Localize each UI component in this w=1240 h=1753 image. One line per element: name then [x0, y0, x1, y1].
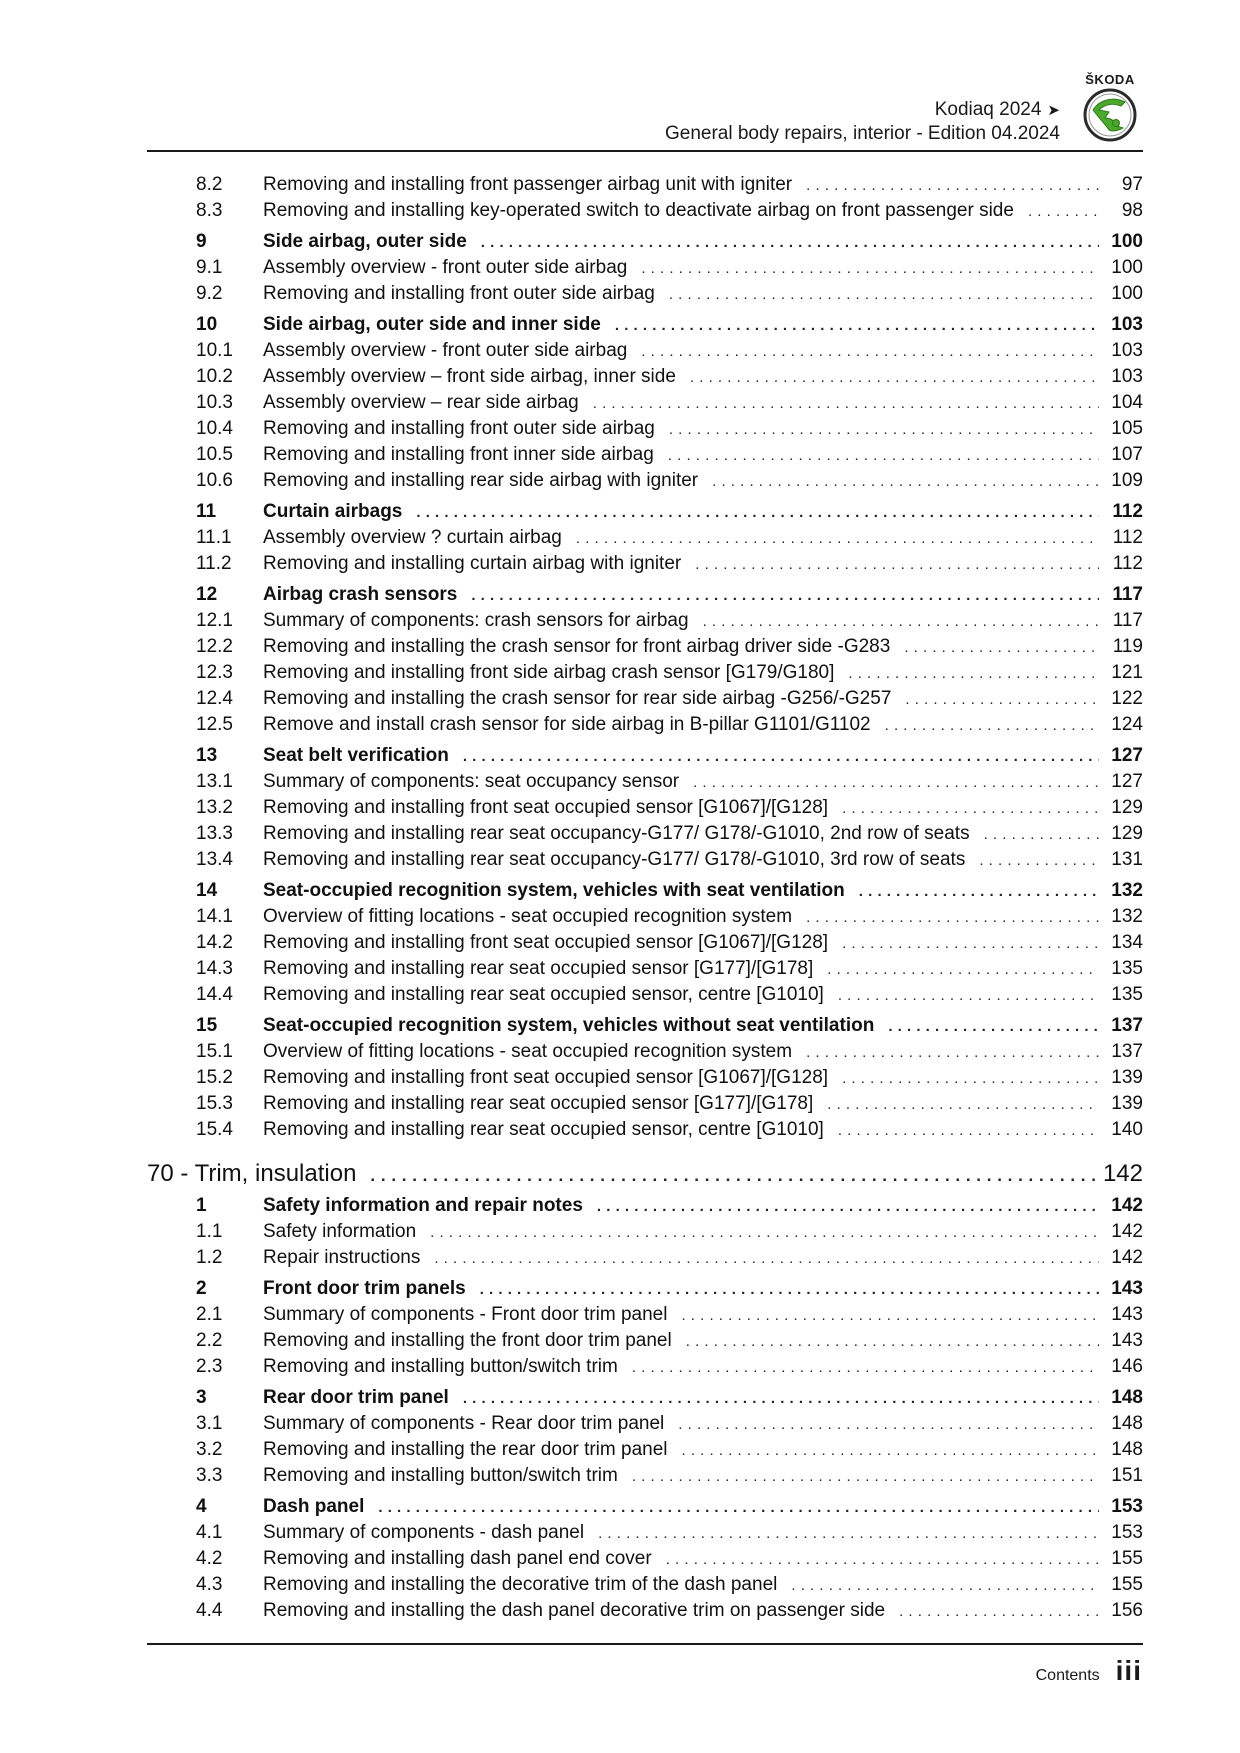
entry-page-number: 142 — [1111, 1221, 1143, 1242]
entry-title: Removing and installing the front door trim panel — [263, 1330, 672, 1351]
entry-number: 1.2 — [196, 1247, 223, 1268]
entry-number: 9 — [196, 231, 207, 252]
entry-page-number: 139 — [1111, 1067, 1143, 1088]
entry-page-number: 155 — [1111, 1574, 1143, 1595]
entry-title: Removing and installing the crash sensor for rear side airbag -G256/-G257 — [263, 688, 892, 709]
entry-page-number: 103 — [1111, 314, 1143, 335]
entry-title: Removing and installing button/switch trim — [263, 1465, 618, 1486]
toc-group-entry[interactable] — [147, 743, 1143, 769]
dot-leader — [370, 1159, 1099, 1193]
dot-leader — [669, 417, 1099, 443]
toc-entry[interactable] — [147, 1463, 1143, 1489]
entry-page-number: 146 — [1111, 1356, 1143, 1377]
toc-entry[interactable] — [147, 930, 1143, 956]
toc-entry[interactable] — [147, 1598, 1143, 1624]
entry-number: 11 — [196, 501, 217, 522]
dot-leader — [791, 1573, 1099, 1599]
entry-page-number: 129 — [1111, 823, 1143, 844]
entry-title: Removing and installing front seat occupied sensor [G1067]/[G128] — [263, 1067, 829, 1088]
dot-leader — [1028, 199, 1099, 225]
dot-leader — [693, 770, 1099, 796]
entry-title: Summary of components: crash sensors for airbag — [263, 610, 689, 631]
entry-page-number: 104 — [1111, 392, 1143, 413]
page-footer — [1036, 1655, 1142, 1687]
entry-title: Remove and install crash sensor for side airbag in B-pillar G1101/G1102 — [263, 714, 871, 735]
toc-chapter-heading[interactable] — [147, 1157, 1143, 1191]
entry-number: 2.2 — [196, 1330, 223, 1351]
entry-number: 13.1 — [196, 771, 233, 792]
entry-number: 10.6 — [196, 470, 233, 491]
entry-number: 2.3 — [196, 1356, 223, 1377]
entry-number: 10.4 — [196, 418, 233, 439]
entry-page-number: 132 — [1111, 880, 1143, 901]
entry-page-number: 156 — [1111, 1600, 1143, 1621]
dot-leader — [905, 687, 1099, 713]
entry-number: 10.3 — [196, 392, 233, 413]
manual-subtitle: General body repairs, interior - Edition 04.2024 — [664, 123, 1060, 144]
entry-page-number: 139 — [1111, 1093, 1143, 1114]
dot-leader — [686, 1329, 1099, 1355]
toc-entry[interactable] — [147, 956, 1143, 982]
entry-number: 4 — [196, 1496, 207, 1517]
entry-number: 14.2 — [196, 932, 233, 953]
entry-number: 4.2 — [196, 1548, 223, 1569]
dot-leader — [463, 744, 1099, 770]
document-header — [665, 98, 1060, 145]
toc-entry[interactable] — [147, 660, 1143, 686]
entry-title: Removing and installing front passenger airbag unit with igniter — [263, 174, 793, 195]
entry-title: Removing and installing rear side airbag with igniter — [263, 470, 699, 491]
dot-leader — [842, 796, 1099, 822]
entry-number: 14.3 — [196, 958, 233, 979]
entry-number: 9.2 — [196, 283, 223, 304]
entry-number: 13.3 — [196, 823, 233, 844]
dot-leader — [593, 391, 1099, 417]
entry-title: Side airbag, outer side — [263, 231, 467, 252]
dot-leader — [682, 1438, 1100, 1464]
dot-leader — [481, 230, 1099, 256]
footer-divider — [147, 1643, 1143, 1645]
entry-page-number: 153 — [1111, 1496, 1143, 1517]
entry-title: Removing and installing rear seat occupied sensor [G177]/[G178] — [263, 1093, 814, 1114]
dot-leader — [827, 957, 1099, 983]
entry-title: Airbag crash sensors — [263, 584, 458, 605]
entry-title: Removing and installing front inner side airbag — [263, 444, 654, 465]
toc-entry[interactable] — [147, 634, 1143, 660]
toc-group-entry[interactable] — [147, 1013, 1143, 1039]
entry-title: Overview of fitting locations - seat occupied recognition system — [263, 906, 793, 927]
toc-entry[interactable] — [147, 416, 1143, 442]
entry-number: 14.4 — [196, 984, 233, 1005]
toc-group-entry[interactable] — [147, 1494, 1143, 1520]
toc-entry[interactable] — [147, 390, 1143, 416]
entry-title: Removing and installing rear seat occupied sensor, centre [G1010] — [263, 984, 824, 1005]
entry-page-number: 135 — [1111, 958, 1143, 979]
dot-leader — [712, 469, 1099, 495]
dot-leader — [806, 905, 1099, 931]
dot-leader — [899, 1599, 1099, 1625]
entry-title: Repair instructions — [263, 1247, 421, 1268]
entry-number: 4.1 — [196, 1522, 223, 1543]
toc-group-entry[interactable] — [147, 499, 1143, 525]
entry-title: Rear door trim panel — [263, 1387, 449, 1408]
skoda-winged-arrow-icon — [1083, 88, 1137, 142]
entry-page-number: 148 — [1111, 1439, 1143, 1460]
dot-leader — [598, 1521, 1099, 1547]
entry-number: 12.4 — [196, 688, 233, 709]
entry-title: Removing and installing the dash panel decorative trim on passenger side — [263, 1600, 886, 1621]
entry-number: 10.1 — [196, 340, 233, 361]
entry-number: 3.2 — [196, 1439, 223, 1460]
toc-entry[interactable] — [147, 1039, 1143, 1065]
entry-page-number: 143 — [1111, 1278, 1143, 1299]
entry-title: Removing and installing front outer side airbag — [263, 283, 655, 304]
dot-leader — [416, 500, 1099, 526]
entry-number: 1.1 — [196, 1221, 223, 1242]
entry-title: Assembly overview - front outer side airbag — [263, 340, 628, 361]
entry-number: 15.2 — [196, 1067, 233, 1088]
entry-page-number: 122 — [1111, 688, 1143, 709]
toc-entry[interactable] — [147, 1091, 1143, 1117]
dot-leader — [597, 1194, 1099, 1220]
entry-title: Summary of components - Front door trim panel — [263, 1304, 668, 1325]
toc-entry[interactable] — [147, 551, 1143, 577]
dot-leader — [838, 1118, 1099, 1144]
dot-leader — [827, 1092, 1099, 1118]
toc-entry[interactable] — [147, 982, 1143, 1008]
entry-title: Removing and installing curtain airbag with igniter — [263, 553, 682, 574]
entry-title: Safety information and repair notes — [263, 1195, 583, 1216]
entry-number: 3 — [196, 1387, 207, 1408]
entry-number: 10.5 — [196, 444, 233, 465]
entry-page-number: 127 — [1111, 745, 1143, 766]
table-of-contents — [147, 172, 1143, 1624]
entry-number: 1 — [196, 1195, 207, 1216]
dot-leader — [842, 1066, 1099, 1092]
entry-title: Removing and installing rear seat occupancy-G177/ G178/-G1010, 3rd row of seats — [263, 849, 966, 870]
entry-page-number: 137 — [1111, 1041, 1143, 1062]
entry-title: Summary of components - dash panel — [263, 1522, 585, 1543]
toc-section-list-part2 — [147, 1193, 1143, 1624]
entry-title: Side airbag, outer side and inner side — [263, 314, 601, 335]
entry-title: Removing and installing front side airbag crash sensor [G179/G180] — [263, 662, 835, 683]
dot-leader — [859, 879, 1099, 905]
entry-title: Removing and installing front outer side airbag — [263, 418, 655, 439]
entry-title: Seat belt verification — [263, 745, 449, 766]
model-line — [665, 98, 1060, 122]
entry-page-number: 153 — [1111, 1522, 1143, 1543]
toc-group-entry[interactable] — [147, 229, 1143, 255]
entry-title: Removing and installing front seat occupied sensor [G1067]/[G128] — [263, 797, 829, 818]
entry-number: 12 — [196, 584, 218, 605]
entry-page-number: 97 — [1121, 174, 1143, 195]
toc-entry[interactable] — [147, 1117, 1143, 1143]
entry-page-number: 140 — [1111, 1119, 1143, 1140]
toc-entry[interactable] — [147, 338, 1143, 364]
toc-entry[interactable] — [147, 364, 1143, 390]
entry-page-number: 142 — [1111, 1247, 1143, 1268]
entry-page-number: 112 — [1112, 501, 1143, 522]
entry-title: Removing and installing key-operated switch to deactivate airbag on front passenger side — [263, 200, 1014, 221]
entry-page-number: 105 — [1111, 418, 1143, 439]
toc-entry[interactable] — [147, 255, 1143, 281]
toc-entry[interactable] — [147, 1354, 1143, 1380]
dot-leader — [669, 282, 1099, 308]
toc-entry[interactable] — [147, 1219, 1143, 1245]
entry-title: Seat-occupied recognition system, vehicles with seat ventilation — [263, 880, 845, 901]
toc-group-entry[interactable] — [147, 1276, 1143, 1302]
entry-page-number: 134 — [1111, 932, 1143, 953]
entry-title: Removing and installing dash panel end cover — [263, 1548, 652, 1569]
entry-title: Seat-occupied recognition system, vehicles without seat ventilation — [263, 1015, 875, 1036]
entry-title: Dash panel — [263, 1496, 365, 1517]
entry-page-number: 132 — [1111, 906, 1143, 927]
toc-entry[interactable] — [147, 712, 1143, 738]
toc-group-entry[interactable] — [147, 1193, 1143, 1219]
entry-page-number: 103 — [1111, 366, 1143, 387]
entry-page-number: 100 — [1111, 283, 1143, 304]
entry-title: Front door trim panels — [263, 1278, 466, 1299]
entry-page-number: 112 — [1112, 553, 1143, 574]
toc-entry[interactable] — [147, 1572, 1143, 1598]
toc-entry[interactable] — [147, 1546, 1143, 1572]
entry-title: Removing and installing rear seat occupied sensor [G177]/[G178] — [263, 958, 814, 979]
toc-entry[interactable] — [147, 172, 1143, 198]
entry-number: 13 — [196, 745, 218, 766]
dot-leader — [690, 365, 1099, 391]
footer-section-label: Contents — [1035, 1667, 1100, 1684]
toc-entry[interactable] — [147, 468, 1143, 494]
toc-entry[interactable] — [147, 795, 1143, 821]
entry-title: Removing and installing rear seat occupied sensor, centre [G1010] — [263, 1119, 824, 1140]
entry-title: Assembly overview – rear side airbag — [263, 392, 579, 413]
entry-title: Removing and installing button/switch trim — [263, 1356, 618, 1377]
dot-leader — [480, 1277, 1099, 1303]
entry-number: 9.1 — [196, 257, 223, 278]
entry-number: 3.1 — [196, 1413, 223, 1434]
toc-entry[interactable] — [147, 1437, 1143, 1463]
toc-entry[interactable] — [147, 821, 1143, 847]
entry-number: 15.3 — [196, 1093, 233, 1114]
entry-number: 11.2 — [196, 553, 232, 574]
toc-group-entry[interactable] — [147, 312, 1143, 338]
entry-page-number: 131 — [1111, 849, 1143, 870]
dot-leader — [806, 173, 1099, 199]
entry-number: 12.2 — [196, 636, 233, 657]
entry-title: Safety information — [263, 1221, 417, 1242]
entry-page-number: 117 — [1112, 584, 1143, 605]
entry-page-number: 117 — [1112, 610, 1143, 631]
entry-page-number: 121 — [1111, 662, 1143, 683]
toc-entry[interactable] — [147, 904, 1143, 930]
toc-entry[interactable] — [147, 686, 1143, 712]
dot-leader — [806, 1040, 1099, 1066]
entry-title: Assembly overview - front outer side airbag — [263, 257, 628, 278]
toc-entry[interactable] — [147, 1302, 1143, 1328]
dot-leader — [848, 661, 1099, 687]
skoda-logo — [1073, 72, 1147, 148]
entry-number: 10 — [196, 314, 218, 335]
dot-leader — [615, 313, 1099, 339]
model-title: Kodiaq 2024 — [934, 99, 1042, 120]
entry-number: 14.1 — [196, 906, 233, 927]
entry-page-number: 107 — [1111, 444, 1143, 465]
dot-leader — [695, 552, 1099, 578]
toc-entry[interactable] — [147, 769, 1143, 795]
toc-entry[interactable] — [147, 198, 1143, 224]
entry-page-number: 129 — [1111, 797, 1143, 818]
entry-number: 4.4 — [196, 1600, 223, 1621]
toc-entry[interactable] — [147, 525, 1143, 551]
entry-number: 10.2 — [196, 366, 233, 387]
entry-number: 11.1 — [196, 527, 232, 548]
entry-page-number: 151 — [1111, 1465, 1143, 1486]
entry-page-number: 98 — [1121, 200, 1143, 221]
toc-entry[interactable] — [147, 1520, 1143, 1546]
arrow-right-icon: ➤ — [1047, 102, 1060, 119]
entry-title: Removing and installing rear seat occupancy-G177/ G178/-G1010, 2nd row of seats — [263, 823, 970, 844]
toc-entry[interactable] — [147, 442, 1143, 468]
dot-leader — [885, 713, 1099, 739]
entry-page-number: 119 — [1112, 636, 1143, 657]
toc-entry[interactable] — [147, 1065, 1143, 1091]
entry-page-number: 137 — [1111, 1015, 1143, 1036]
entry-title: Removing and installing the rear door trim panel — [263, 1439, 668, 1460]
dot-leader — [666, 1547, 1099, 1573]
dot-leader — [838, 983, 1099, 1009]
toc-entry[interactable] — [147, 1245, 1143, 1271]
dot-leader — [668, 443, 1099, 469]
toc-entry[interactable] — [147, 847, 1143, 873]
entry-page-number: 127 — [1111, 771, 1143, 792]
entry-page-number: 148 — [1111, 1387, 1143, 1408]
entry-page-number: 103 — [1111, 340, 1143, 361]
toc-section-list-part1 — [147, 172, 1143, 1143]
toc-group-entry[interactable] — [147, 878, 1143, 904]
entry-number: 2 — [196, 1278, 207, 1299]
dot-leader — [632, 1464, 1099, 1490]
entry-page-number: 109 — [1111, 470, 1143, 491]
entry-number: 12.3 — [196, 662, 233, 683]
dot-leader — [576, 526, 1099, 552]
chapter-page-number: 142 — [1102, 1160, 1143, 1187]
entry-page-number: 112 — [1112, 527, 1143, 548]
entry-number: 13.4 — [196, 849, 233, 870]
footer-page-number: iii — [1115, 1655, 1142, 1686]
header-divider — [147, 150, 1143, 152]
dot-leader — [979, 848, 1099, 874]
dot-leader — [434, 1246, 1099, 1272]
entry-number: 13.2 — [196, 797, 233, 818]
entry-title: Removing and installing the crash sensor for front airbag driver side -G283 — [263, 636, 891, 657]
dot-leader — [703, 609, 1099, 635]
entry-page-number: 155 — [1111, 1548, 1143, 1569]
entry-number: 3.3 — [196, 1465, 223, 1486]
toc-entry[interactable] — [147, 608, 1143, 634]
dot-leader — [888, 1014, 1099, 1040]
entry-page-number: 148 — [1111, 1413, 1143, 1434]
entry-title: Curtain airbags — [263, 501, 403, 522]
entry-title: Removing and installing front seat occupied sensor [G1067]/[G128] — [263, 932, 829, 953]
dot-leader — [678, 1412, 1099, 1438]
entry-title: Summary of components: seat occupancy sensor — [263, 771, 680, 792]
entry-title: Overview of fitting locations - seat occupied recognition system — [263, 1041, 793, 1062]
entry-title: Assembly overview – front side airbag, inner side — [263, 366, 676, 387]
brand-wordmark: ŠKODA — [1085, 72, 1135, 87]
entry-number: 15 — [196, 1015, 218, 1036]
entry-number: 8.3 — [196, 200, 223, 221]
entry-page-number: 143 — [1111, 1304, 1143, 1325]
dot-leader — [984, 822, 1099, 848]
toc-entry[interactable] — [147, 1328, 1143, 1354]
toc-entry[interactable] — [147, 281, 1143, 307]
dot-leader — [681, 1303, 1099, 1329]
dot-leader — [378, 1495, 1099, 1521]
entry-title: Assembly overview ? curtain airbag — [263, 527, 562, 548]
entry-number: 8.2 — [196, 174, 223, 195]
dot-leader — [632, 1355, 1099, 1381]
entry-page-number: 100 — [1111, 231, 1143, 252]
dot-leader — [471, 583, 1099, 609]
entry-page-number: 143 — [1111, 1330, 1143, 1351]
entry-page-number: 142 — [1111, 1195, 1143, 1216]
dot-leader — [904, 635, 1099, 661]
entry-page-number: 124 — [1111, 714, 1143, 735]
entry-number: 4.3 — [196, 1574, 223, 1595]
entry-number: 2.1 — [196, 1304, 223, 1325]
toc-group-entry[interactable] — [147, 582, 1143, 608]
dot-leader — [463, 1386, 1099, 1412]
chapter-title: 70 - Trim, insulation — [147, 1160, 357, 1187]
dot-leader — [641, 339, 1099, 365]
entry-page-number: 135 — [1111, 984, 1143, 1005]
entry-number: 14 — [196, 880, 218, 901]
entry-number: 15.4 — [196, 1119, 233, 1140]
entry-title: Removing and installing the decorative trim of the dash panel — [263, 1574, 778, 1595]
dot-leader — [641, 256, 1099, 282]
toc-entry[interactable] — [147, 1411, 1143, 1437]
dot-leader — [842, 931, 1099, 957]
entry-number: 12.5 — [196, 714, 233, 735]
entry-number: 12.1 — [196, 610, 233, 631]
entry-title: Summary of components - Rear door trim panel — [263, 1413, 665, 1434]
entry-number: 15.1 — [196, 1041, 233, 1062]
toc-group-entry[interactable] — [147, 1385, 1143, 1411]
entry-page-number: 100 — [1111, 257, 1143, 278]
dot-leader — [430, 1220, 1099, 1246]
